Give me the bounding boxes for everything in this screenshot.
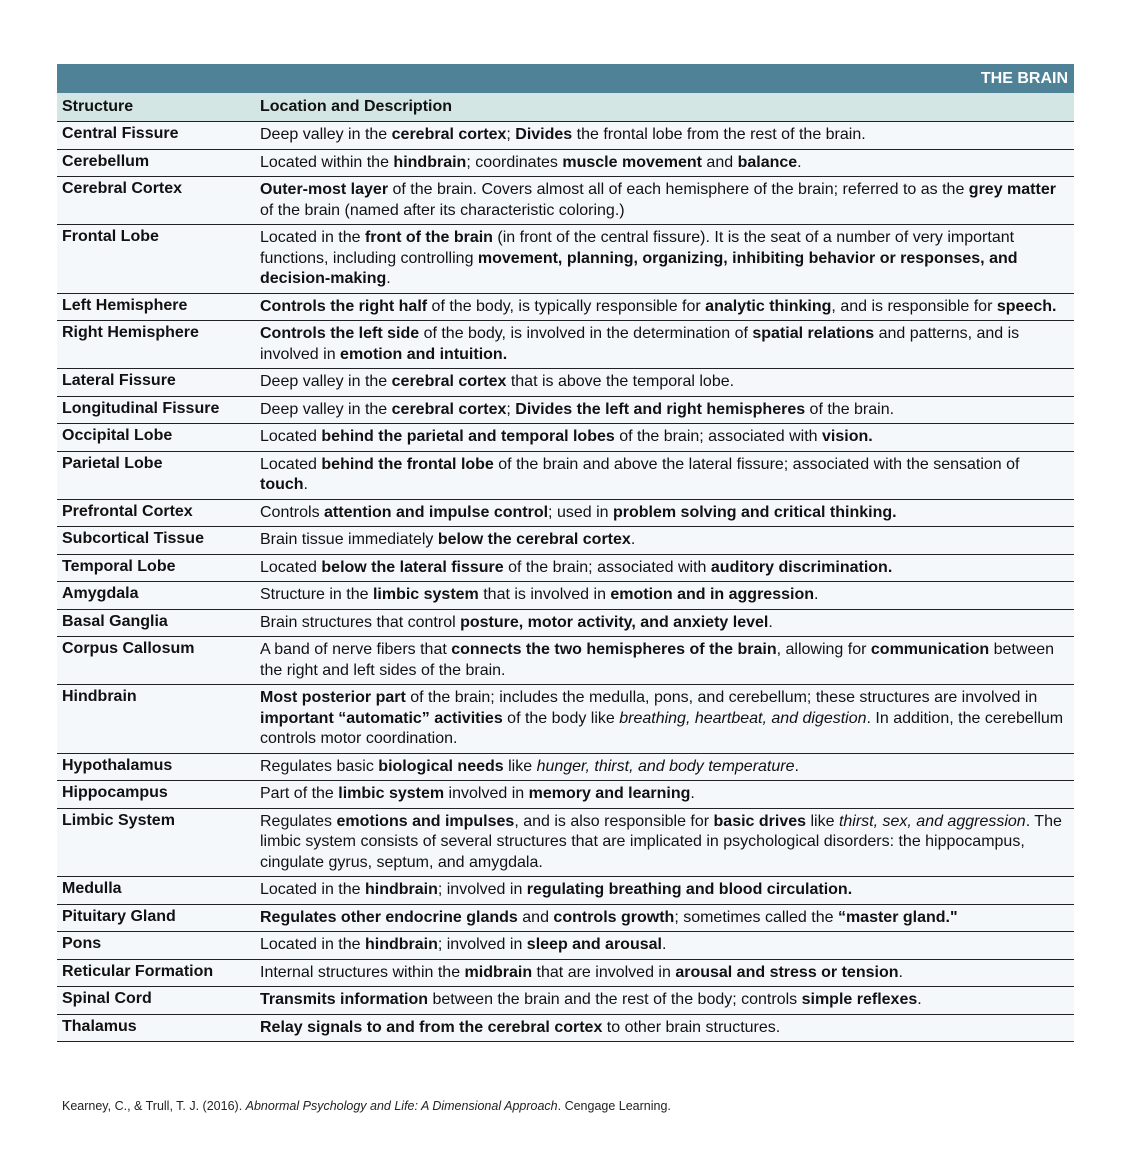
structure-name: Prefrontal Cortex <box>57 499 255 527</box>
emphasis-text: below the cerebral cortex <box>437 531 631 548</box>
emphasis-text: communication <box>870 641 990 658</box>
plain-text: Internal structures within the <box>260 963 465 981</box>
plain-text: . <box>813 586 819 603</box>
table-row <box>57 808 1074 877</box>
emphasis-text: analytic thinking <box>705 297 832 315</box>
emphasis-text: controls growth <box>553 908 675 926</box>
plain-text: of the brain; associated with <box>503 558 711 576</box>
structure-description <box>255 904 1074 932</box>
emphasis-text: touch <box>260 476 304 493</box>
plain-text: (in front of the central fissure). It is the seat of a number of very important functions, including controlling <box>260 229 1015 267</box>
emphasis-text: behind the parietal and temporal lobes <box>321 428 615 445</box>
plain-text: of the brain; includes the medulla, pons, and cerebellum; these structures are involved in <box>405 689 1038 706</box>
structure-description <box>255 959 1074 987</box>
emphasis-text: hindbrain <box>393 153 467 171</box>
table-row <box>57 753 1074 781</box>
emphasis-text: Divides the left and right hemispheres <box>515 400 806 418</box>
plain-text: . <box>768 613 773 631</box>
plain-text: the frontal lobe from the rest of the brain. <box>572 126 866 143</box>
emphasis-text: arousal and stress or tension <box>675 963 899 981</box>
structure-description <box>255 424 1074 452</box>
plain-text: , and is also responsible for <box>514 812 714 830</box>
emphasis-text: attention and impulse control <box>324 503 549 521</box>
emphasis-text: posture, motor activity, and anxiety level <box>460 613 769 631</box>
table-body <box>57 122 1074 1042</box>
structure-name: Cerebellum <box>57 149 255 177</box>
structure-name: Thalamus <box>57 1014 255 1042</box>
emphasis-text: hindbrain <box>364 881 438 898</box>
emphasis-text: hindbrain <box>364 936 438 953</box>
plain-text: Located <box>260 558 322 576</box>
structure-name: Occipital Lobe <box>57 424 255 452</box>
table-row <box>57 877 1074 905</box>
structure-name: Basal Ganglia <box>57 609 255 637</box>
emphasis-text: balance <box>737 153 798 171</box>
structure-name: Parietal Lobe <box>57 451 255 499</box>
emphasis-text: emotion and intuition. <box>340 345 508 363</box>
structure-description <box>255 451 1074 499</box>
plain-text: to other brain structures. <box>602 1018 781 1036</box>
emphasis-text: limbic system <box>372 586 479 603</box>
emphasis-text: regulating breathing and blood circulation. <box>526 881 853 898</box>
emphasis-text: Divides <box>515 126 573 143</box>
structure-description <box>255 609 1074 637</box>
plain-text: Located <box>260 428 322 445</box>
table-row <box>57 499 1074 527</box>
emphasis-text: simple reflexes <box>801 991 918 1008</box>
structure-name: Lateral Fissure <box>57 369 255 397</box>
structure-description <box>255 637 1074 685</box>
italic-text: hunger, thirst, and body temperature <box>536 757 795 775</box>
plain-text: . <box>661 936 667 953</box>
emphasis-text: Relay signals to and from the cerebral cortex <box>260 1018 603 1036</box>
plain-text: , allowing for <box>776 641 871 658</box>
plain-text: of the brain and above the lateral fissure; associated with the sensation of <box>493 455 1020 473</box>
table-header-row <box>57 93 1074 122</box>
emphasis-text: spatial relations <box>752 325 875 342</box>
citation-book-title: Abnormal Psychology and Life: A Dimensional Approach <box>245 1099 558 1113</box>
table-row <box>57 685 1074 754</box>
plain-text: of the brain (named after its characteristic coloring.) <box>260 201 625 219</box>
table-row <box>57 177 1074 225</box>
table-row <box>57 369 1074 397</box>
plain-text: . In addition, the cerebellum controls motor coordination. <box>260 709 1064 747</box>
plain-text: like <box>806 812 839 830</box>
table-row <box>57 396 1074 424</box>
table-row <box>57 987 1074 1015</box>
structure-name: Subcortical Tissue <box>57 527 255 555</box>
emphasis-text: biological needs <box>378 757 504 775</box>
structure-name: Limbic System <box>57 808 255 877</box>
emphasis-text: memory and learning <box>528 785 691 802</box>
table-row <box>57 451 1074 499</box>
structure-name: Medulla <box>57 877 255 905</box>
emphasis-text: limbic system <box>338 785 445 802</box>
plain-text: that is above the temporal lobe. <box>506 373 735 390</box>
plain-text: Structure in the <box>260 586 373 603</box>
structure-description <box>255 149 1074 177</box>
table-row <box>57 321 1074 369</box>
plain-text: . <box>797 153 802 171</box>
structure-name: Central Fissure <box>57 122 255 150</box>
table-row <box>57 554 1074 582</box>
plain-text: . <box>898 963 903 981</box>
emphasis-text: Most posterior part <box>260 689 406 706</box>
plain-text: Deep valley in the <box>260 126 392 143</box>
emphasis-text: below the lateral fissure <box>321 558 504 576</box>
structure-name: Cerebral Cortex <box>57 177 255 225</box>
plain-text: of the brain. <box>805 400 895 418</box>
plain-text: ; <box>506 126 516 143</box>
table-row <box>57 582 1074 610</box>
plain-text: Located in the <box>260 936 365 953</box>
table-row <box>57 781 1074 809</box>
table-row <box>57 149 1074 177</box>
emphasis-text: Outer-most layer <box>260 181 389 198</box>
structure-description <box>255 877 1074 905</box>
plain-text: ; involved in <box>437 881 527 898</box>
citation <box>62 1099 671 1113</box>
emphasis-text: midbrain <box>464 963 533 981</box>
plain-text: and patterns, and is involved in <box>260 325 1020 363</box>
emphasis-text: Controls the right half <box>260 297 428 315</box>
italic-text: thirst, sex, and aggression <box>838 812 1026 830</box>
emphasis-text: sleep and arousal <box>526 936 662 953</box>
header-structure: Structure <box>57 93 255 122</box>
structure-name: Right Hemisphere <box>57 321 255 369</box>
structure-name: Hypothalamus <box>57 753 255 781</box>
structure-name: Frontal Lobe <box>57 225 255 294</box>
plain-text: ; <box>506 400 516 418</box>
structure-description <box>255 369 1074 397</box>
plain-text: Deep valley in the <box>260 400 392 418</box>
plain-text: Regulates basic <box>260 757 379 775</box>
plain-text: of the body, is involved in the determination of <box>419 325 753 342</box>
plain-text: ; used in <box>548 503 613 521</box>
plain-text: . <box>303 476 308 493</box>
plain-text: ; coordinates <box>466 153 563 171</box>
emphasis-text: emotion and in aggression <box>610 586 814 603</box>
brain-structures-document <box>57 64 1074 1042</box>
structure-description <box>255 527 1074 555</box>
structure-name: Hindbrain <box>57 685 255 754</box>
table-title: THE BRAIN <box>57 64 1074 93</box>
emphasis-text: basic drives <box>713 812 807 830</box>
table-row <box>57 527 1074 555</box>
structure-description <box>255 987 1074 1015</box>
plain-text: . <box>386 270 391 287</box>
structure-name: Corpus Callosum <box>57 637 255 685</box>
structure-description <box>255 932 1074 960</box>
structure-name: Left Hemisphere <box>57 293 255 321</box>
emphasis-text: “master gland." <box>837 908 958 926</box>
brain-structures-table <box>57 93 1074 1042</box>
plain-text: ; involved in <box>437 936 527 953</box>
plain-text: Located in the <box>260 881 365 898</box>
plain-text: of the brain; associated with <box>614 428 823 445</box>
emphasis-text: behind the frontal lobe <box>321 455 494 473</box>
plain-text: that are involved in <box>532 963 676 981</box>
table-row <box>57 293 1074 321</box>
emphasis-text: important “automatic” activities <box>260 709 503 727</box>
table-row <box>57 637 1074 685</box>
structure-description <box>255 753 1074 781</box>
plain-text: Located <box>260 455 322 473</box>
plain-text: ; sometimes called the <box>674 908 838 926</box>
plain-text: that is involved in <box>478 586 611 603</box>
emphasis-text: problem solving and critical thinking. <box>612 503 897 521</box>
plain-text: of the body, is typically responsible for <box>427 297 706 315</box>
plain-text: between the brain and the rest of the body; controls <box>428 991 802 1008</box>
plain-text: , and is responsible for <box>831 297 997 315</box>
structure-name: Longitudinal Fissure <box>57 396 255 424</box>
plain-text: . <box>917 991 922 1008</box>
structure-description <box>255 499 1074 527</box>
emphasis-text: speech. <box>996 297 1057 315</box>
plain-text: . The limbic system consists of several structures that are implicated in psychological disorders: the hippocampus, cingulate gyrus, septum, and amygdala. <box>260 812 1062 871</box>
structure-description <box>255 293 1074 321</box>
structure-description <box>255 321 1074 369</box>
table-row <box>57 932 1074 960</box>
structure-name: Hippocampus <box>57 781 255 809</box>
plain-text: of the body like <box>502 709 620 727</box>
structure-description <box>255 781 1074 809</box>
plain-text: like <box>503 757 537 775</box>
emphasis-text: movement, planning, organizing, inhibiting behavior or responses, and decision-making <box>260 249 1018 287</box>
structure-name: Amygdala <box>57 582 255 610</box>
plain-text: and <box>701 153 738 171</box>
plain-text: between the right and left sides of the brain. <box>260 641 1055 679</box>
plain-text: A band of nerve fibers that <box>260 641 452 658</box>
structure-name: Pituitary Gland <box>57 904 255 932</box>
emphasis-text: vision. <box>822 428 873 445</box>
table-row <box>57 904 1074 932</box>
plain-text: . <box>794 757 799 775</box>
structure-description <box>255 808 1074 877</box>
structure-description <box>255 554 1074 582</box>
emphasis-text: connects the two hemispheres of the brain <box>451 641 777 658</box>
citation-publisher: . Cengage Learning. <box>557 1099 671 1113</box>
emphasis-text: emotions and impulses <box>336 812 515 830</box>
plain-text: involved in <box>444 785 529 802</box>
plain-text: of the brain. Covers almost all of each hemisphere of the brain; referred to as the <box>388 181 969 198</box>
structure-description <box>255 122 1074 150</box>
structure-description <box>255 396 1074 424</box>
structure-name: Spinal Cord <box>57 987 255 1015</box>
emphasis-text: cerebral cortex <box>391 400 507 418</box>
emphasis-text: grey matter <box>968 181 1056 198</box>
emphasis-text: cerebral cortex <box>391 373 507 390</box>
italic-text: breathing, heartbeat, and digestion <box>619 709 867 727</box>
plain-text: Controls <box>260 503 325 521</box>
plain-text: Part of the <box>260 785 339 802</box>
emphasis-text: auditory discrimination. <box>710 558 893 576</box>
header-location-description: Location and Description <box>255 93 1074 122</box>
emphasis-text: muscle movement <box>562 153 702 171</box>
plain-text: Located in the <box>260 229 365 246</box>
plain-text: and <box>517 908 554 926</box>
structure-description <box>255 685 1074 754</box>
table-row <box>57 122 1074 150</box>
emphasis-text: front of the brain <box>364 229 493 246</box>
plain-text: Brain tissue immediately <box>260 531 438 548</box>
table-row <box>57 225 1074 294</box>
plain-text: . <box>690 785 695 802</box>
plain-text: Located within the <box>260 153 394 171</box>
emphasis-text: Regulates other endocrine glands <box>260 908 518 926</box>
plain-text: Deep valley in the <box>260 373 392 390</box>
structure-description <box>255 582 1074 610</box>
table-row <box>57 1014 1074 1042</box>
table-row <box>57 609 1074 637</box>
emphasis-text: Controls the left side <box>260 325 420 342</box>
structure-description <box>255 1014 1074 1042</box>
structure-description <box>255 177 1074 225</box>
table-row <box>57 424 1074 452</box>
citation-authors: Kearney, C., & Trull, T. J. (2016). <box>62 1099 246 1113</box>
structure-name: Reticular Formation <box>57 959 255 987</box>
structure-description <box>255 225 1074 294</box>
table-row <box>57 959 1074 987</box>
plain-text: Brain structures that control <box>260 613 461 631</box>
emphasis-text: cerebral cortex <box>391 126 507 143</box>
plain-text: Regulates <box>260 812 337 830</box>
structure-name: Temporal Lobe <box>57 554 255 582</box>
structure-name: Pons <box>57 932 255 960</box>
plain-text: . <box>630 531 636 548</box>
emphasis-text: Transmits information <box>260 991 429 1008</box>
